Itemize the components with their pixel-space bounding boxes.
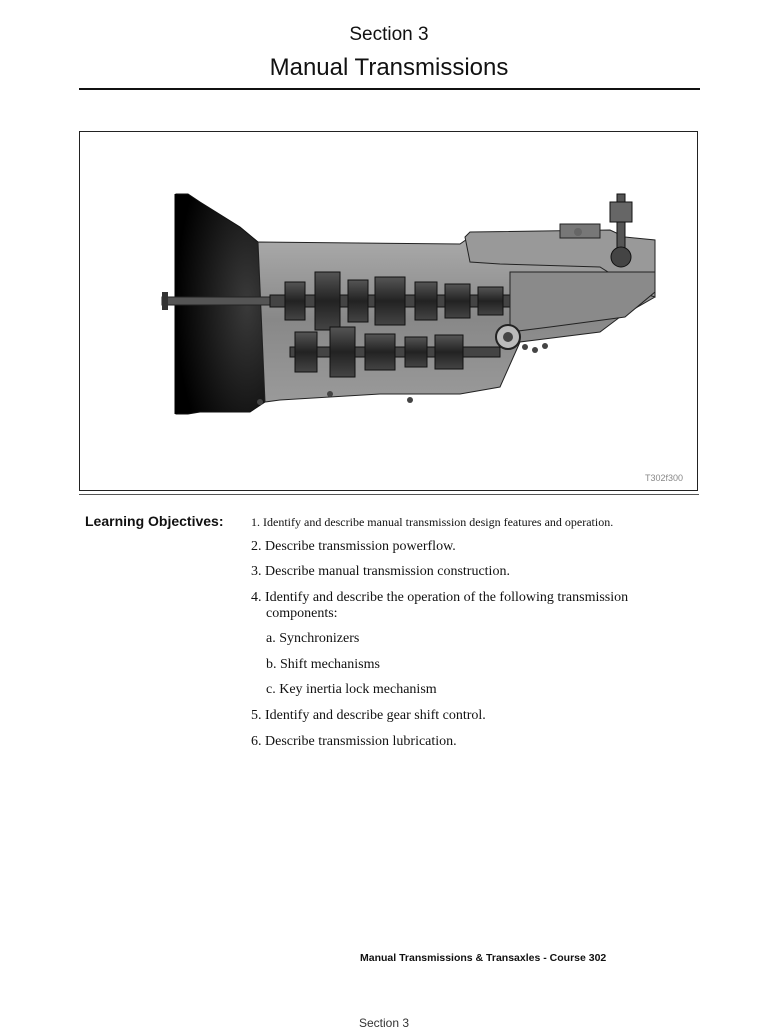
objective-4-continued: components:	[266, 606, 338, 621]
course-footer: Manual Transmissions & Transaxles - Course 302	[360, 952, 607, 964]
objective-4b: b. Shift mechanisms	[266, 657, 380, 672]
section-label: Section 3	[349, 24, 429, 45]
objective-3: 3. Describe manual transmission construction.	[251, 564, 510, 579]
objective-2: 2. Describe transmission powerflow.	[251, 539, 456, 554]
figure-code: T302f300	[644, 473, 683, 483]
learning-objectives-heading: Learning Objectives:	[85, 513, 224, 529]
objective-1: 1. Identify and describe manual transmission design features and operation.	[251, 515, 614, 529]
objective-4: 4. Identify and describe the operation of the following transmission	[251, 590, 629, 605]
objective-4c: c. Key inertia lock mechanism	[266, 682, 437, 697]
objective-5: 5. Identify and describe gear shift control.	[251, 708, 486, 723]
page-title: Manual Transmissions	[269, 54, 509, 81]
figure-divider	[79, 494, 699, 495]
title-divider	[79, 88, 700, 90]
objective-4a: a. Synchronizers	[266, 631, 360, 646]
page-footer: Section 3	[358, 1016, 410, 1030]
figure-frame	[79, 131, 698, 491]
transmission-cutaway-illustration	[80, 132, 699, 492]
objective-6: 6. Describe transmission lubrication.	[251, 734, 457, 749]
